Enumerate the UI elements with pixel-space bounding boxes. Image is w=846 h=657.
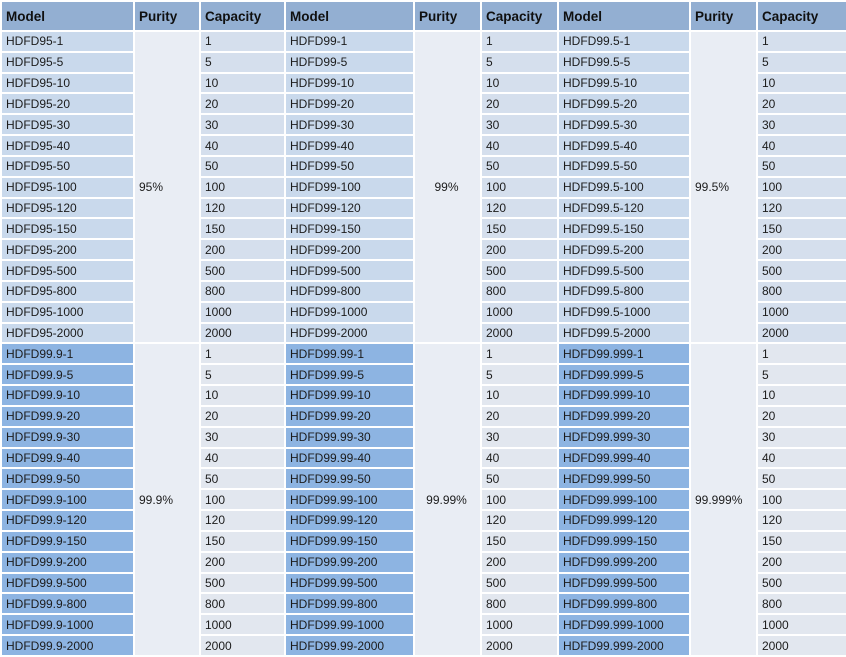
model-cell: HDFD99.99-120: [285, 510, 414, 531]
capacity-cell: 1: [200, 343, 285, 364]
capacity-cell: 1000: [481, 614, 558, 635]
column-header-model: Model: [558, 1, 690, 31]
model-cell: HDFD99.99-40: [285, 448, 414, 469]
model-cell: HDFD99-40: [285, 135, 414, 156]
capacity-cell: 2000: [200, 323, 285, 344]
model-cell: HDFD95-500: [1, 260, 134, 281]
capacity-cell: 20: [757, 93, 846, 114]
model-cell: HDFD99.5-1000: [558, 302, 690, 323]
model-cell: HDFD99.99-2000: [285, 635, 414, 656]
capacity-cell: 800: [757, 593, 846, 614]
model-cell: HDFD99.999-200: [558, 552, 690, 573]
capacity-cell: 2000: [481, 635, 558, 656]
column-header-purity: Purity: [134, 1, 200, 31]
capacity-cell: 10: [481, 73, 558, 94]
capacity-cell: 20: [481, 406, 558, 427]
header-row: [1, 1, 846, 31]
model-cell: HDFD99.999-10: [558, 385, 690, 406]
capacity-cell: 10: [200, 385, 285, 406]
model-cell: HDFD99.999-50: [558, 468, 690, 489]
capacity-cell: 150: [481, 218, 558, 239]
capacity-cell: 150: [200, 531, 285, 552]
capacity-cell: 100: [200, 489, 285, 510]
capacity-cell: 200: [481, 239, 558, 260]
model-cell: HDFD99.9-150: [1, 531, 134, 552]
capacity-cell: 100: [481, 489, 558, 510]
model-cell: HDFD99.999-40: [558, 448, 690, 469]
purity-cell: 99.9%: [134, 343, 200, 656]
capacity-cell: 1: [481, 343, 558, 364]
capacity-cell: 120: [200, 198, 285, 219]
capacity-cell: 20: [200, 406, 285, 427]
model-cell: HDFD99.9-200: [1, 552, 134, 573]
model-cell: HDFD95-100: [1, 177, 134, 198]
model-cell: HDFD99.5-50: [558, 156, 690, 177]
model-cell: HDFD99.5-120: [558, 198, 690, 219]
model-cell: HDFD99.999-5: [558, 364, 690, 385]
capacity-cell: 500: [200, 573, 285, 594]
model-cell: HDFD99.99-150: [285, 531, 414, 552]
table-row: [1, 343, 846, 364]
model-cell: HDFD99-800: [285, 281, 414, 302]
capacity-cell: 500: [481, 260, 558, 281]
model-cell: HDFD99.99-20: [285, 406, 414, 427]
model-cell: HDFD99.5-500: [558, 260, 690, 281]
capacity-cell: 800: [757, 281, 846, 302]
capacity-cell: 30: [757, 427, 846, 448]
capacity-cell: 20: [481, 93, 558, 114]
column-header-purity: Purity: [414, 1, 481, 31]
capacity-cell: 500: [757, 260, 846, 281]
capacity-cell: 800: [200, 281, 285, 302]
model-cell: HDFD99.999-1: [558, 343, 690, 364]
capacity-cell: 30: [757, 114, 846, 135]
capacity-cell: 100: [481, 177, 558, 198]
model-cell: HDFD99.9-30: [1, 427, 134, 448]
table-row: [1, 31, 846, 52]
capacity-cell: 120: [481, 510, 558, 531]
model-cell: HDFD99.5-20: [558, 93, 690, 114]
model-cell: HDFD95-50: [1, 156, 134, 177]
capacity-cell: 2000: [481, 323, 558, 344]
model-cell: HDFD95-1: [1, 31, 134, 52]
capacity-cell: 120: [757, 198, 846, 219]
capacity-cell: 20: [200, 93, 285, 114]
model-cell: HDFD95-2000: [1, 323, 134, 344]
capacity-cell: 5: [757, 364, 846, 385]
capacity-cell: 1000: [200, 302, 285, 323]
model-cell: HDFD95-120: [1, 198, 134, 219]
capacity-cell: 30: [481, 114, 558, 135]
capacity-cell: 50: [200, 468, 285, 489]
capacity-cell: 50: [481, 156, 558, 177]
capacity-cell: 5: [200, 364, 285, 385]
model-cell: HDFD99-500: [285, 260, 414, 281]
model-cell: HDFD99.9-800: [1, 593, 134, 614]
capacity-cell: 30: [481, 427, 558, 448]
model-cell: HDFD99.9-1000: [1, 614, 134, 635]
capacity-cell: 5: [757, 52, 846, 73]
column-header-model: Model: [1, 1, 134, 31]
capacity-cell: 40: [481, 135, 558, 156]
column-header-purity: Purity: [690, 1, 757, 31]
capacity-cell: 40: [481, 448, 558, 469]
model-cell: HDFD99.9-20: [1, 406, 134, 427]
model-cell: HDFD99.9-40: [1, 448, 134, 469]
capacity-cell: 40: [200, 448, 285, 469]
model-cell: HDFD99.999-100: [558, 489, 690, 510]
model-cell: HDFD99-2000: [285, 323, 414, 344]
capacity-cell: 150: [481, 531, 558, 552]
capacity-cell: 2000: [200, 635, 285, 656]
capacity-cell: 30: [200, 427, 285, 448]
capacity-cell: 200: [757, 552, 846, 573]
capacity-cell: 5: [200, 52, 285, 73]
purity-cell: 99.99%: [414, 343, 481, 656]
capacity-cell: 1000: [757, 614, 846, 635]
model-cell: HDFD99.5-10: [558, 73, 690, 94]
capacity-cell: 1: [481, 31, 558, 52]
model-cell: HDFD99-150: [285, 218, 414, 239]
model-cell: HDFD99.99-500: [285, 573, 414, 594]
column-header-capacity: Capacity: [757, 1, 846, 31]
model-cell: HDFD99.9-500: [1, 573, 134, 594]
model-cell: HDFD99.9-1: [1, 343, 134, 364]
model-cell: HDFD95-5: [1, 52, 134, 73]
capacity-cell: 10: [200, 73, 285, 94]
model-cell: HDFD95-200: [1, 239, 134, 260]
model-cell: HDFD99.9-5: [1, 364, 134, 385]
model-cell: HDFD99.9-120: [1, 510, 134, 531]
model-cell: HDFD99.999-150: [558, 531, 690, 552]
model-cell: HDFD95-10: [1, 73, 134, 94]
model-cell: HDFD99-10: [285, 73, 414, 94]
model-cell: HDFD99-50: [285, 156, 414, 177]
model-cell: HDFD99.99-5: [285, 364, 414, 385]
capacity-cell: 800: [481, 281, 558, 302]
model-cell: HDFD99.999-20: [558, 406, 690, 427]
model-cell: HDFD99.5-30: [558, 114, 690, 135]
model-cell: HDFD95-20: [1, 93, 134, 114]
model-cell: HDFD99-100: [285, 177, 414, 198]
capacity-cell: 5: [481, 52, 558, 73]
model-cell: HDFD99.5-5: [558, 52, 690, 73]
capacity-cell: 10: [757, 385, 846, 406]
model-cell: HDFD95-800: [1, 281, 134, 302]
model-cell: HDFD99.9-10: [1, 385, 134, 406]
capacity-cell: 50: [481, 468, 558, 489]
model-cell: HDFD99.99-800: [285, 593, 414, 614]
model-cell: HDFD99-1000: [285, 302, 414, 323]
capacity-cell: 500: [200, 260, 285, 281]
model-cell: HDFD99.99-10: [285, 385, 414, 406]
model-cell: HDFD99.5-800: [558, 281, 690, 302]
capacity-cell: 120: [481, 198, 558, 219]
model-cell: HDFD99.99-1: [285, 343, 414, 364]
capacity-cell: 30: [200, 114, 285, 135]
capacity-cell: 120: [200, 510, 285, 531]
capacity-cell: 50: [200, 156, 285, 177]
model-cell: HDFD99.9-2000: [1, 635, 134, 656]
model-cell: HDFD99-5: [285, 52, 414, 73]
model-cell: HDFD99.5-1: [558, 31, 690, 52]
capacity-cell: 800: [481, 593, 558, 614]
capacity-cell: 200: [481, 552, 558, 573]
capacity-cell: 1: [757, 31, 846, 52]
capacity-cell: 50: [757, 468, 846, 489]
model-cell: HDFD99.5-100: [558, 177, 690, 198]
model-cell: HDFD99.999-120: [558, 510, 690, 531]
capacity-cell: 150: [757, 531, 846, 552]
capacity-cell: 20: [757, 406, 846, 427]
model-cell: HDFD99.9-50: [1, 468, 134, 489]
purity-cell: 99.999%: [690, 343, 757, 656]
capacity-cell: 150: [200, 218, 285, 239]
capacity-cell: 2000: [757, 323, 846, 344]
capacity-cell: 150: [757, 218, 846, 239]
capacity-cell: 40: [757, 135, 846, 156]
capacity-cell: 1000: [757, 302, 846, 323]
capacity-cell: 2000: [757, 635, 846, 656]
capacity-cell: 500: [757, 573, 846, 594]
capacity-cell: 200: [757, 239, 846, 260]
capacity-cell: 5: [481, 364, 558, 385]
capacity-cell: 100: [757, 489, 846, 510]
purity-cell: 99%: [414, 31, 481, 343]
model-cell: HDFD99.999-30: [558, 427, 690, 448]
model-cell: HDFD99.99-200: [285, 552, 414, 573]
capacity-cell: 40: [200, 135, 285, 156]
model-cell: HDFD95-150: [1, 218, 134, 239]
capacity-cell: 100: [757, 177, 846, 198]
capacity-cell: 40: [757, 448, 846, 469]
model-cell: HDFD99-20: [285, 93, 414, 114]
model-cell: HDFD95-30: [1, 114, 134, 135]
model-cell: HDFD99-30: [285, 114, 414, 135]
column-header-model: Model: [285, 1, 414, 31]
column-header-capacity: Capacity: [200, 1, 285, 31]
capacity-cell: 100: [200, 177, 285, 198]
capacity-cell: 10: [481, 385, 558, 406]
column-header-capacity: Capacity: [481, 1, 558, 31]
model-cell: HDFD99.5-150: [558, 218, 690, 239]
model-cell: HDFD99-120: [285, 198, 414, 219]
model-cell: HDFD99.99-1000: [285, 614, 414, 635]
model-cell: HDFD99.5-40: [558, 135, 690, 156]
capacity-cell: 1000: [481, 302, 558, 323]
capacity-cell: 120: [757, 510, 846, 531]
model-cell: HDFD99-200: [285, 239, 414, 260]
model-cell: HDFD95-40: [1, 135, 134, 156]
model-cell: HDFD99.99-100: [285, 489, 414, 510]
model-cell: HDFD99.99-30: [285, 427, 414, 448]
model-cell: HDFD99.999-1000: [558, 614, 690, 635]
model-cell: HDFD99.999-800: [558, 593, 690, 614]
model-cell: HDFD99.99-50: [285, 468, 414, 489]
model-cell: HDFD99-1: [285, 31, 414, 52]
purity-cell: 95%: [134, 31, 200, 343]
model-cell: HDFD99.5-2000: [558, 323, 690, 344]
capacity-cell: 800: [200, 593, 285, 614]
capacity-cell: 200: [200, 552, 285, 573]
capacity-cell: 10: [757, 73, 846, 94]
model-cell: HDFD99.9-100: [1, 489, 134, 510]
capacity-cell: 50: [757, 156, 846, 177]
model-cell: HDFD99.999-2000: [558, 635, 690, 656]
capacity-cell: 1: [757, 343, 846, 364]
model-cell: HDFD99.999-500: [558, 573, 690, 594]
model-cell: HDFD95-1000: [1, 302, 134, 323]
capacity-cell: 1: [200, 31, 285, 52]
model-cell: HDFD99.5-200: [558, 239, 690, 260]
purity-cell: 99.5%: [690, 31, 757, 343]
capacity-cell: 200: [200, 239, 285, 260]
capacity-cell: 500: [481, 573, 558, 594]
capacity-cell: 1000: [200, 614, 285, 635]
